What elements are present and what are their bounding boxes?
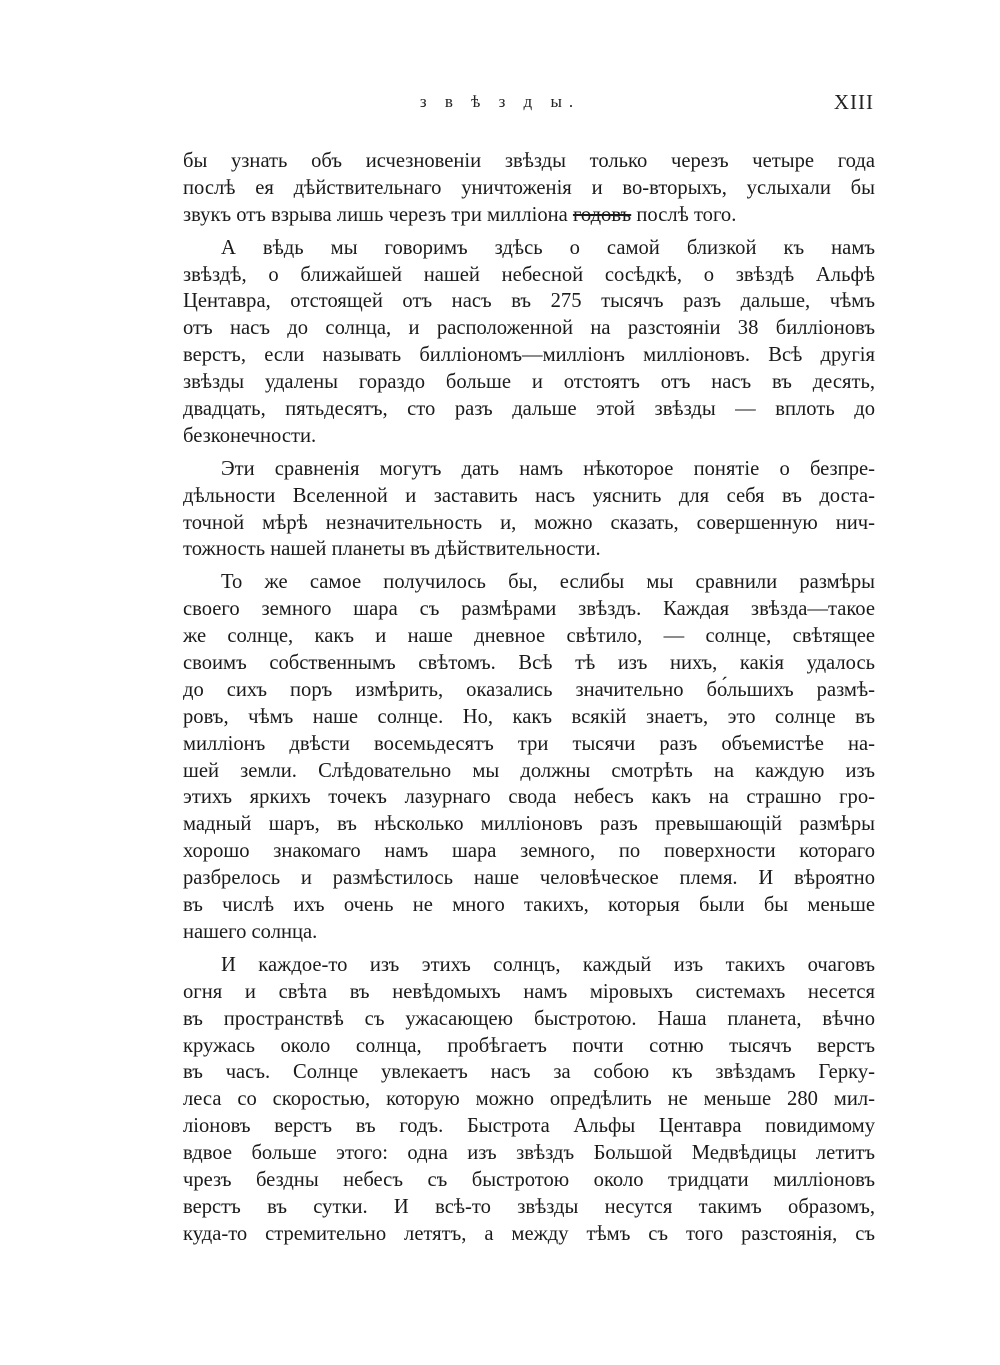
- body-text: [183, 148, 875, 1254]
- text-line: верстъ, если называть билліономъ—милліонъ милліоновъ. Всѣ другія: [183, 344, 875, 367]
- text-line: ліоновъ верстъ въ годъ. Быстрота Альфы Центавра повидимому: [183, 1115, 875, 1138]
- page-number: XIII: [833, 90, 874, 114]
- text-line: Центавра, отстоящей отъ насъ въ 275 тысячъ разъ дальше, чѣмъ: [183, 290, 875, 313]
- text-line: кружась около солнца, пробѣгаетъ почти сотню тысячъ верстъ: [183, 1034, 875, 1057]
- running-title: з в ѣ з д ы.: [419, 92, 581, 111]
- text-line: тожность нашей планеты въ дѣйствительности.: [183, 538, 601, 561]
- text-line: А вѣдь мы говоримъ здѣсь о самой близкой къ намъ: [221, 236, 875, 259]
- text-line: же солнце, какъ и наше дневное свѣтило, — солнце, свѣтящее: [183, 625, 875, 648]
- text-line: чрезъ бездны небесъ съ быстротою около тридцати милліоновъ: [183, 1168, 875, 1191]
- paragraph: [183, 235, 875, 450]
- text-line: этихъ яркихъ точекъ лазурнаго свода небесъ какъ на страшно гро-: [183, 786, 875, 809]
- text-line: точной мѣрѣ незначительность и, можно сказать, совершенную нич-: [183, 511, 875, 534]
- text-line: своимъ собственнымъ свѣтомъ. Всѣ тѣ изъ нихъ, какія удалось: [183, 652, 875, 675]
- text-line: до сихъ поръ измѣрить, оказались значительно бо́льшихъ размѣ-: [183, 678, 875, 701]
- text-line: дѣльности Вселенной и заставить насъ уяснить для себя въ доста-: [183, 484, 875, 507]
- text-line: Эти сравненія могутъ дать намъ нѣкоторое понятіе о безпре-: [221, 457, 875, 480]
- text-line: послѣ ея дѣйствительнаго уничтоженія и во-вторыхъ, услыхали бы: [183, 176, 875, 199]
- text-line: вдвое больше этого: одна изъ звѣздъ Большой Медвѣдицы летитъ: [183, 1142, 875, 1165]
- text-line: въ пространствѣ съ ужасающею быстротою. Наша планета, вѣчно: [183, 1007, 875, 1030]
- text-line: нашего солнца.: [183, 920, 318, 943]
- text-line: звѣздѣ, о ближайшей нашей небесной сосѣдкѣ, о звѣздѣ Альфѣ: [183, 263, 875, 286]
- text-line: звукъ отъ взрыва лишь черезъ три милліона годовъ послѣ того.: [183, 203, 737, 226]
- paragraph: [183, 456, 875, 564]
- text-line: мадный шаръ, въ нѣсколько милліоновъ разъ превышающій размѣры: [183, 813, 875, 836]
- text-line: ровъ, чѣмъ наше солнце. Но, какъ всякій знаетъ, это солнце въ: [183, 705, 875, 728]
- paragraph: [183, 952, 875, 1248]
- text-line: отъ насъ до солнца, и расположенной на разстояніи 38 билліоновъ: [183, 317, 875, 340]
- text-line: огня и свѣта въ невѣдомыхъ намъ міровыхъ системахъ несется: [183, 980, 875, 1003]
- text-line: разбрелось и размѣстилось наше человѣческое племя. И вѣроятно: [183, 867, 875, 890]
- text-line: въ часъ. Солнце увлекаетъ насъ за собою къ звѣздамъ Герку-: [183, 1061, 875, 1084]
- text-line: шей земли. Слѣдовательно мы должны смотрѣть на каждую изъ: [183, 759, 875, 782]
- text-line: двадцать, пятьдесятъ, сто разъ дальше этой звѣзды — вплоть до: [183, 398, 875, 421]
- text-line: безконечности.: [183, 424, 317, 447]
- text-line: бы узнать объ исчезновеніи звѣзды только черезъ четыре года: [183, 150, 875, 172]
- struck-word: годовъ: [572, 203, 632, 226]
- text-line: То же самое получилось бы, еслибы мы сравнили размѣры: [221, 571, 875, 594]
- paragraph: [183, 148, 875, 229]
- text-line: И каждое-то изъ этихъ солнцъ, каждый изъ такихъ очаговъ: [221, 953, 875, 976]
- text-line: верстъ въ сутки. И всѣ-то звѣзды несутся такимъ образомъ,: [183, 1195, 875, 1218]
- text-line: хорошо знакомаго намъ шара земного, по поверхности котораго: [183, 840, 875, 863]
- text-line: леса со скоростью, которую можно опредѣлить не меньше 280 мил-: [183, 1088, 875, 1111]
- paragraph: [183, 569, 875, 945]
- text-line: въ числѣ ихъ очень не много такихъ, которыя были бы меньше: [183, 894, 875, 917]
- text-line: звѣзды удалены гораздо больше и отстоятъ отъ насъ въ десять,: [183, 371, 875, 394]
- text-line: своего земного шара съ размѣрами звѣздъ. Каждая звѣзда—такое: [183, 598, 875, 621]
- text-line: куда-то стремительно летятъ, а между тѣмъ съ того разстоянія, съ: [183, 1222, 875, 1245]
- text-line: милліонъ двѣсти восемьдесятъ три тысячи разъ объемистѣе на-: [183, 732, 875, 755]
